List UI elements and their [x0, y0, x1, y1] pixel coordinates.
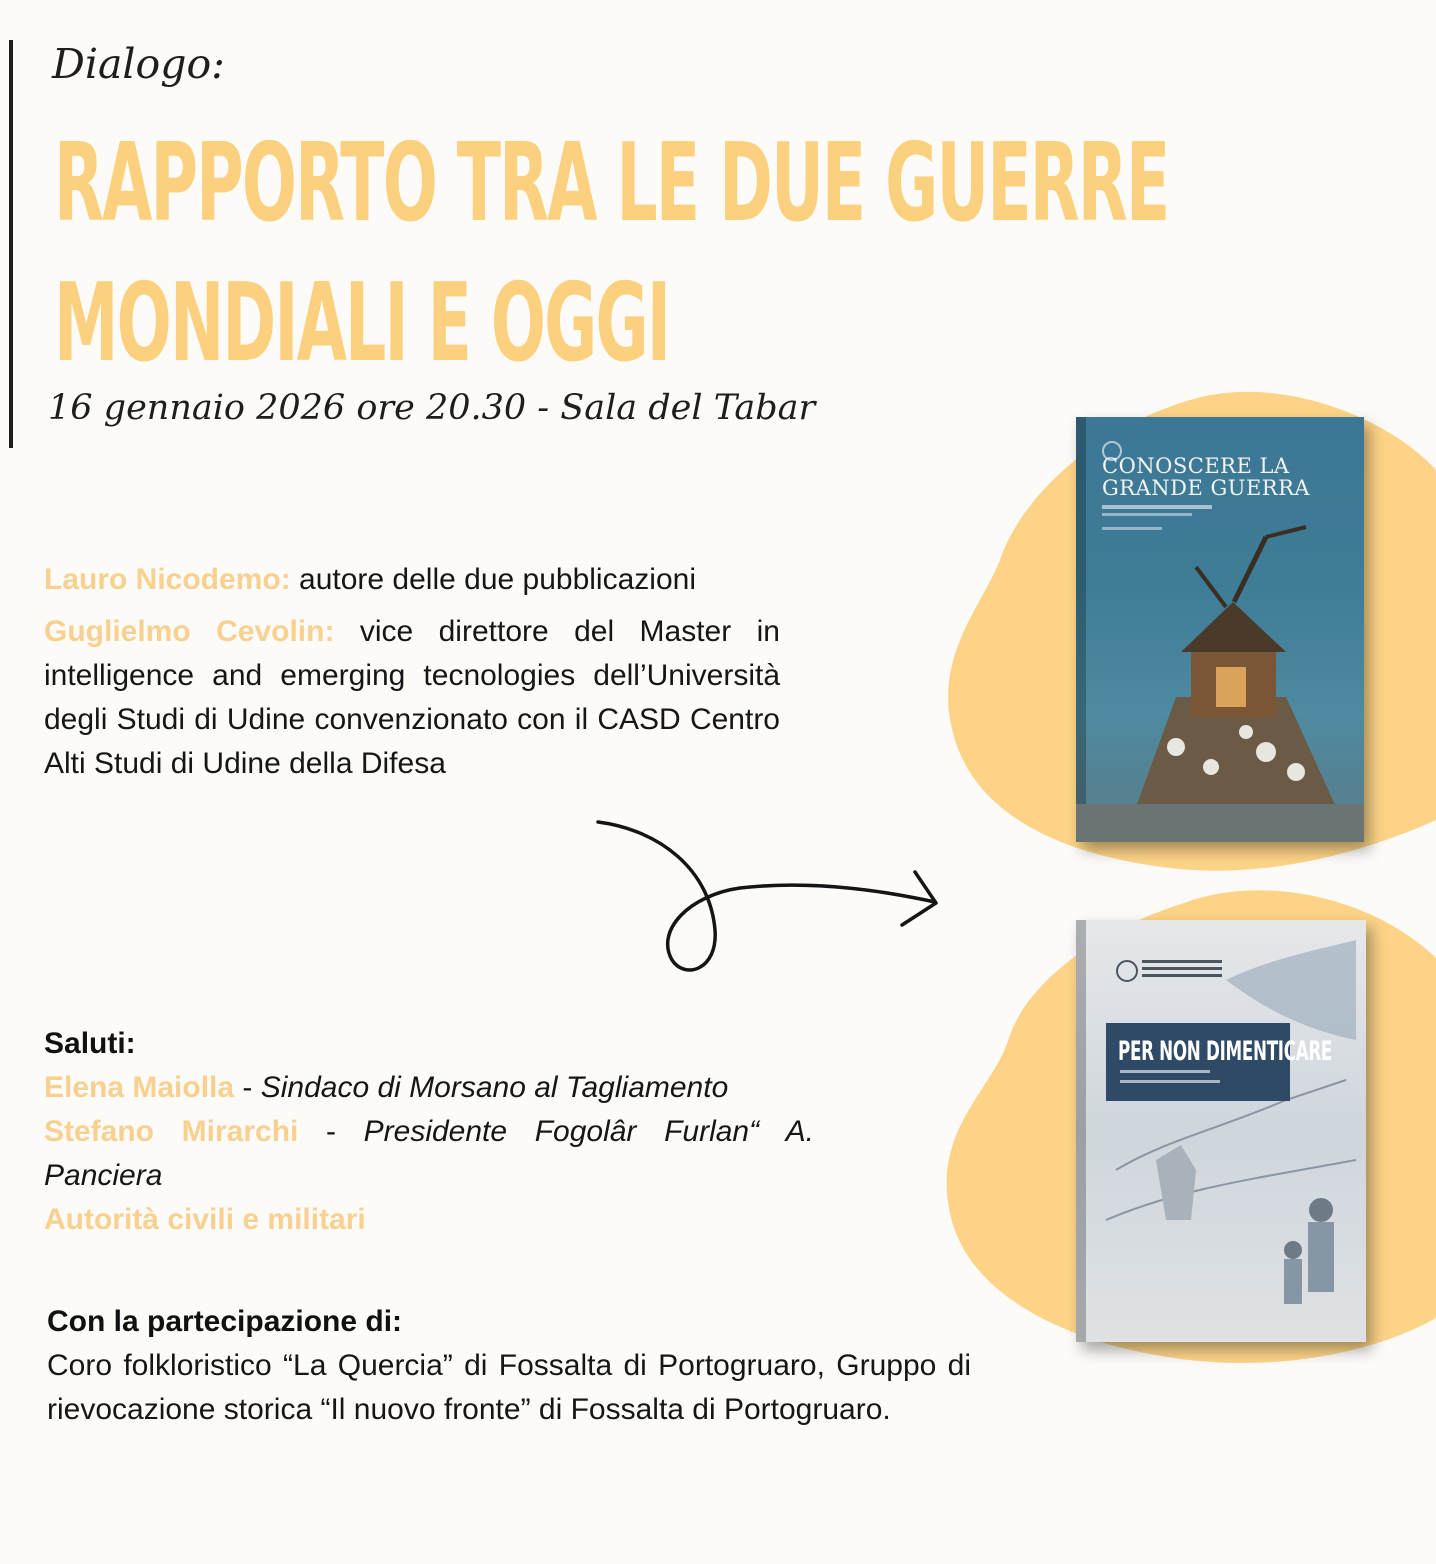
speaker-description: autore delle due pubblicazioni: [290, 563, 696, 596]
saluti-name: Elena Maiolla: [44, 1071, 235, 1104]
book-title-line-1: CONOSCERE LA: [1102, 454, 1290, 478]
saluti-role: Sindaco di Morsano al Tagliamento: [260, 1071, 729, 1104]
speaker-name: Lauro Nicodemo:: [44, 563, 291, 596]
partecipazione-text: Coro folkloristico “La Quercia” di Fossalta di Portogruaro, Gruppo di rievocazione storica “Il nuovo fronte” di Fossalta di Portogruaro.: [47, 1349, 971, 1426]
book-title-line-2: GRANDE GUERRA: [1102, 476, 1311, 500]
speaker-name: Guglielmo Cevolin:: [44, 615, 335, 648]
event-title-line-1: RAPPORTO TRA LE DUE GUERRE: [54, 121, 1169, 246]
book-subtitle-line: [1120, 1070, 1210, 1073]
event-title-line-2: MONDIALI E OGGI: [54, 261, 670, 386]
event-type-label: Dialogo:: [52, 40, 225, 88]
saluti-role: Presidente Fogolâr Furlan“ A. Panciera: [44, 1115, 814, 1192]
saluti-section: [44, 1022, 814, 1242]
saluti-heading: Saluti:: [44, 1027, 136, 1060]
book-cover-artwork: [1086, 920, 1366, 1342]
speaker-entry: [44, 610, 780, 786]
book-title: PER NON DIMENTICARE: [1118, 1036, 1333, 1067]
saluti-separator: -: [298, 1115, 364, 1148]
saluti-separator: -: [234, 1071, 261, 1104]
speaker-description: vice direttore del Master in intelligence and emerging tecnologies dell’Università degli Studi di Udine convenzionato con il CASD Centro Alti Studi di Udine della Difesa: [44, 615, 780, 780]
book-subtitle-line: [1102, 505, 1212, 509]
book-cover-artwork: [1116, 517, 1346, 807]
saluti-name: Stefano Mirarchi: [44, 1115, 299, 1148]
book-cover-conoscere-la-grande-guerra: [1076, 417, 1364, 842]
book-spine: [1076, 920, 1086, 1342]
saluti-closing: Autorità civili e militari: [44, 1203, 366, 1236]
speakers-section: [44, 558, 780, 794]
book-subtitle-line: [1120, 1080, 1220, 1083]
book-footer: [1076, 804, 1364, 842]
curly-arrow-icon: [590, 810, 950, 990]
speaker-entry: [44, 558, 780, 602]
saluti-entry: [44, 1066, 814, 1110]
partecipazione-heading: Con la partecipazione di:: [47, 1305, 403, 1338]
book-subtitle-line: [1102, 513, 1192, 516]
book-title: [1102, 455, 1310, 499]
event-date-location: 16 gennaio 2026 ore 20.30 - Sala del Tabar: [48, 388, 816, 428]
saluti-entry: [44, 1110, 814, 1198]
book-spine: [1076, 417, 1086, 842]
partecipazione-section: [47, 1300, 971, 1432]
accent-bar: [9, 40, 13, 448]
event-title: [54, 114, 1168, 394]
book-cover-per-non-dimenticare: [1076, 920, 1366, 1342]
